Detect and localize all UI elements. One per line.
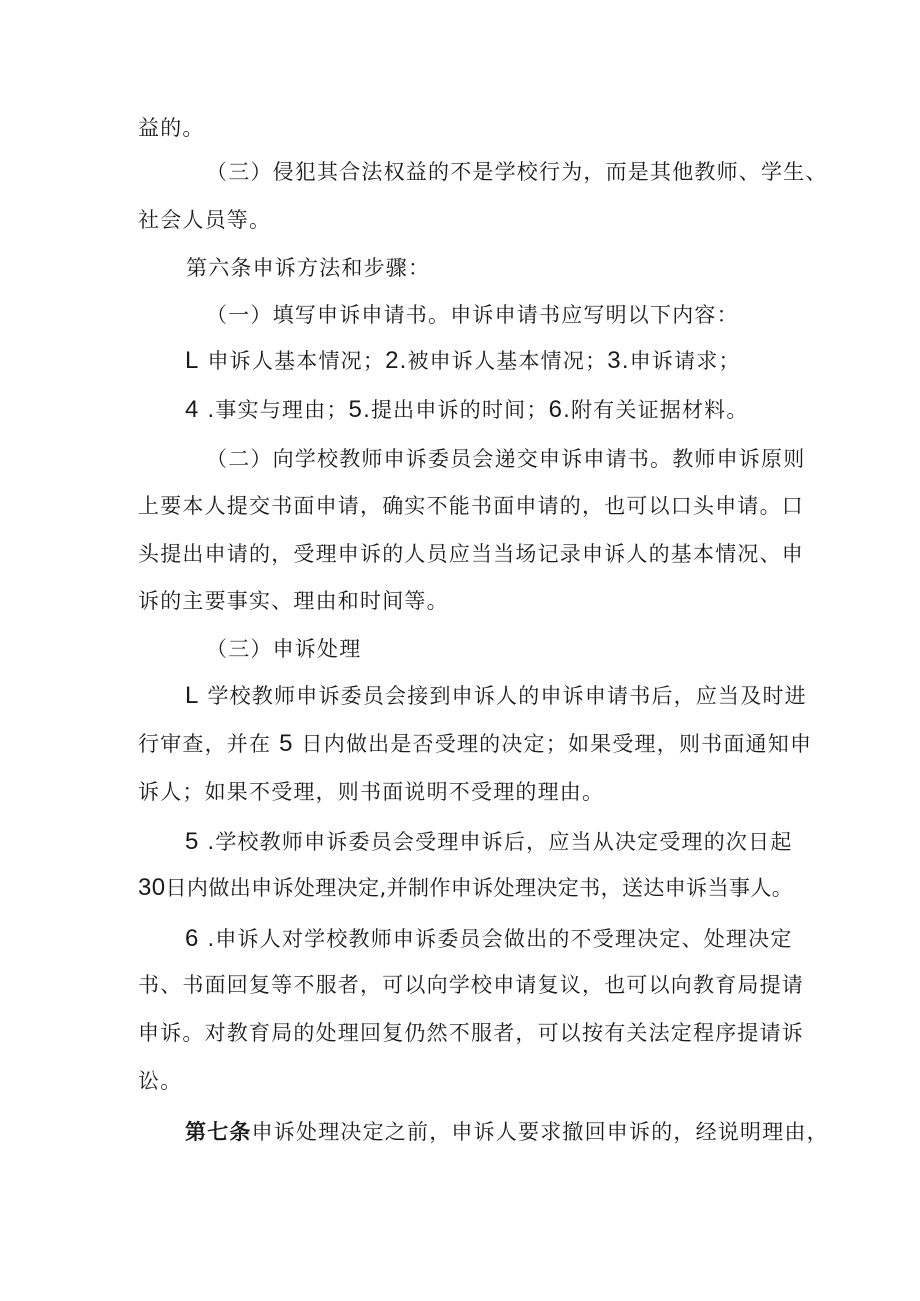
text-line: 30日内做出申诉处理决定,并制作申诉处理决定书，送达申诉当事人。 [138, 874, 794, 901]
article-heading: 第六条申诉方法和步骤： [186, 256, 431, 280]
text-line: 申诉。对教育局的处理回复仍然不服者，可以按有关法定程序提请诉 [138, 1021, 804, 1045]
section-heading: （三）申诉处理 [206, 637, 362, 661]
text-line: L 学校教师申诉委员会接到申诉人的申诉申请书后，应当及时进 [185, 682, 807, 709]
text-line: （二）向学校教师申诉委员会递交申诉申请书。教师申诉原则 [206, 447, 806, 471]
list-marker: 6. [548, 396, 571, 423]
text-line: 6 .申诉人对学校教师申诉委员会做出的不受理决定、处理决定 [185, 925, 793, 952]
text-line: 5 .学校教师申诉委员会受理申诉后，应当从决定受理的次日起 [185, 828, 793, 855]
text-line: （三）侵犯其合法权益的不是学校行为，而是其他教师、学生、 [206, 160, 828, 184]
list-marker: 5. [348, 396, 371, 423]
text-line: 益的。 [138, 116, 205, 140]
number: 30 [138, 874, 166, 901]
text-line: 行审查，并在 5 日内做出是否受理的决定；如果受理，则书面通知申 [138, 730, 813, 757]
list-marker: 3. [607, 347, 630, 374]
list-marker: L [185, 682, 200, 709]
list-marker: 4 [185, 396, 200, 423]
list-marker: 5 [185, 828, 200, 855]
article-label: 第七条 [185, 1120, 252, 1144]
text-line: 讼。 [138, 1069, 183, 1093]
text-line: （一）填写申诉申请书。申诉申请书应写明以下内容： [206, 303, 739, 327]
text-line: 头提出申请的，受理申诉的人员应当当场记录申诉人的基本情况、申 [138, 542, 804, 566]
list-marker: 2. [385, 347, 408, 374]
text-line: 第七条申诉处理决定之前，申诉人要求撤回申诉的，经说明理由， [185, 1120, 829, 1144]
text-line: L 申诉人基本情况；2.被申诉人基本情况；3.申诉请求； [185, 347, 741, 374]
text-line: 诉的主要事实、理由和时间等。 [138, 589, 449, 613]
text-line: 书、书面回复等不服者，可以向学校申请复议，也可以向教育局提请 [138, 973, 804, 997]
text-line: 社会人员等。 [138, 208, 272, 232]
text-line: 4 .事实与理由；5.提出申诉的时间；6.附有关证据材料。 [185, 396, 749, 423]
number: 5 [279, 730, 294, 757]
list-marker: 6 [185, 925, 200, 952]
list-marker: L [185, 347, 200, 374]
text-line: 上要本人提交书面申请，确实不能书面申请的，也可以口头申请。口 [138, 494, 804, 518]
text-line: 诉人；如果不受理，则书面说明不受理的理由。 [138, 780, 605, 804]
